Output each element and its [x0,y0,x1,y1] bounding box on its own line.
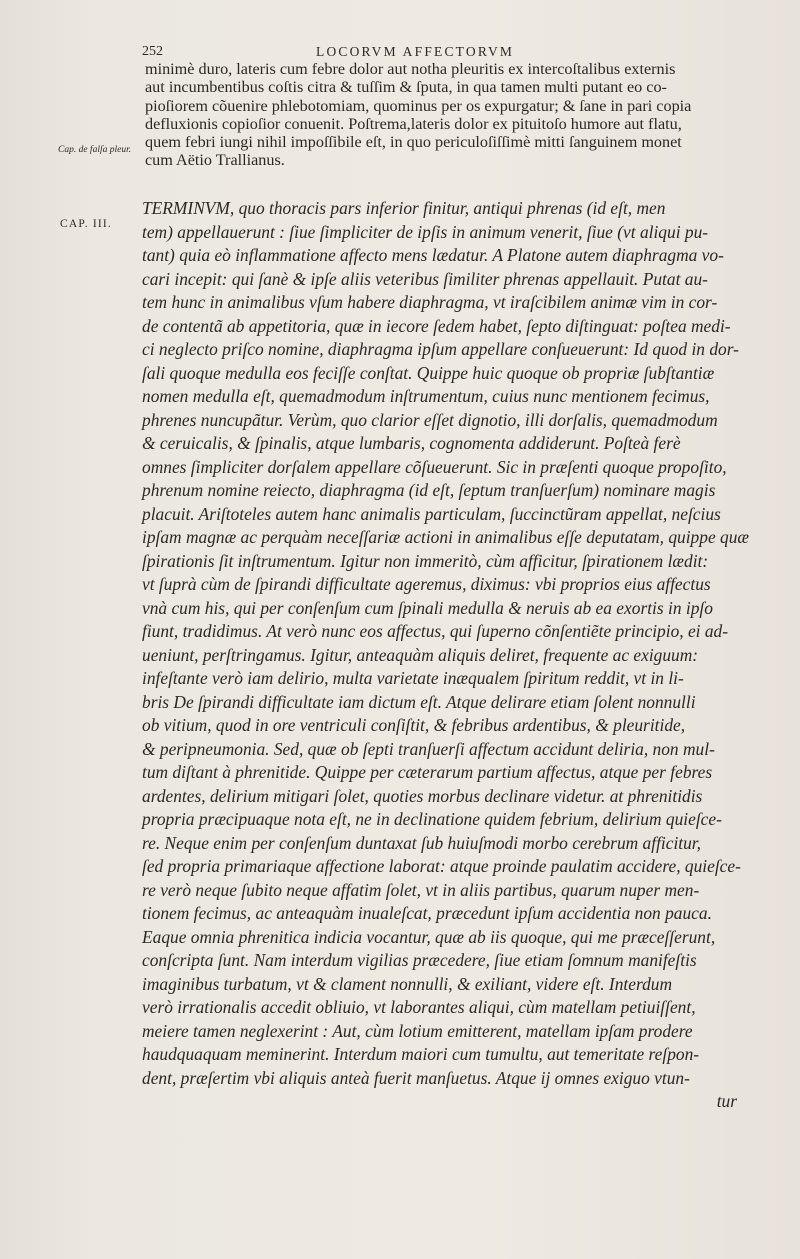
text-line: cum Aëtio Trallianus. [145,151,285,170]
text-line: propria præcipuaque nota eſt, ne in declinatione quidem febrium, delirium quieſce- [142,809,722,829]
text-line: phrenes nuncupãtur. Verùm, quo clarior eſſet dignotio, illi dorſalis, quemadmodum [142,409,718,430]
text-line: & peripneumonia. Sed, quæ ob ſepti tranſuerſi affectum accidunt deliria, non mul- [142,738,715,759]
catchword: tur [716,1091,737,1111]
text-line: ipſam magnæ ac perquàm neceſſariæ actioni in animalibus eſſe deputatam, quippe quæ [142,527,749,547]
text-line: bris De ſpirandi difficultate iam dictum eſt. Atque delirare etiam ſolent nonnulli [142,691,696,712]
text-line: ueniunt, perſtringamus. Igitur, anteaquàm aliquis deliret, frequente ac exiguum: [142,644,699,665]
text-line: tant) quia eò inflammatione affecto mens lædatur. A Platone autem diaphragma vo- [142,245,724,265]
text-line: placuit. Ariſtoteles autem hanc animalis particulam, ſuccinctũram appellat, neſcius [142,503,721,524]
running-head: LOCORVM AFFECTORVM [316,44,515,59]
chapter-body [142,197,792,1114]
text-line: minimè duro, lateris cum febre dolor aut notha pleuritis ex intercoſtalibus externis [145,60,676,78]
text-line: fiunt, tradidimus. At verò nunc eos affectus, qui ſuperno cõnſentiẽte principio, ei ad- [142,621,729,641]
text-line: dent, præſertim vbi aliquis anteà fuerit manſuetus. Atque ij omnes exiguo vtun- [142,1067,690,1088]
text-line: Eaque omnia phrenitica indicia vocantur, quæ ab iis quoque, qui me præceſſerunt, [142,926,716,947]
text-line: ſali quoque medulla eos feciſſe conſtat. Quippe huic quoque ob propriæ ſubſtantiæ [142,362,715,383]
text-line: ſpirationis ſit inſtrumentum. Igitur non immeritò, cùm afficitur, ſpirationem lædit: [142,550,709,571]
text-line: ſed propria primariaque affectione laborat: atque proinde paulatim accidere, quieſce- [142,856,741,876]
text-line: & ceruicalis, & ſpinalis, atque lumbaris, cognomenta addiderunt. Poſteà ferè [142,433,681,453]
chapter-label: CAP. III. [60,218,113,230]
text-line: imaginibus turbatum, vt & clament nonnulli, & exiliant, videre eſt. Interdum [142,973,673,994]
text-line: meiere tamen neglexerint : Aut, cùm lotium emitterent, matellam ipſam prodere [142,1020,693,1041]
text-line: quem febri iungi nihil impoſſibile eſt, in quo periculoſiſſimè mitti ſanguinem monet [145,133,682,152]
text-line: aut incumbentibus coſtis citra & tuſſim & ſputa, in qua tamen multi putant eo co- [145,78,667,97]
text-line: tem hunc in animalibus vſum habere diaphragma, vt iraſcibilem animæ vim in cor- [142,292,718,312]
text-line: re. Neque enim per conſenſum duntaxat ſub huiuſmodi morbo cerebrum afficitur, [142,832,701,853]
text-line: phrenum nomine reiecto, diaphragma (id eſt, ſeptum tranſuerſum) nominare magis [142,480,716,500]
text-line: re verò neque ſubito neque affatim ſolet, vt in aliis partibus, quarum nuper men- [142,879,700,900]
text-line: defluxionis copioſior conuenit. Poſtrema,lateris dolor ex pituitoſo humore aut flatu, [145,114,682,133]
text-line: tionem fecimus, ac anteaquàm inualeſcat, præcedunt ipſum accidentia non pauca. [142,903,712,923]
text-line: ci neglecto priſco nomine, diaphragma ipſum appellare conſueuerunt: Id quod in dor- [142,339,739,359]
text-line: nomen medulla eſt, quemadmodum inſtrumentum, cuius nunc mentionem fecimus, [142,386,710,406]
intro-paragraph [145,60,790,170]
text-line: infeſtante verò iam delirio, multa varietate inæqualem ſpiritum reddit, vt in li- [142,668,684,688]
text-line: omnes ſimpliciter dorſalem appellare cõſueuerunt. Sic in præſenti quoque propoſito, [142,456,727,477]
text-line: ardentes, delirium mitigari ſolet, quoties morbus declinare videtur. at phrenitidis [142,785,703,806]
text-line: vnà cum his, qui per conſenſum cum ſpinali medulla & neruis ab ea exortis in ipſo [142,597,713,618]
margin-note: Cap. de falſa pleur. [58,145,132,155]
text-line: haudquaquam meminerint. Interdum maiori cum tumultu, aut temeritate reſpon- [142,1044,700,1064]
text-line: tem) appellauerunt : ſiue ſimpliciter de ipſis in animum venerit, ſiue (vt aliqui pu- [142,221,709,242]
text-line: TERMINVM, quo thoracis pars inferior finitur, antiqui phrenas (id eſt, men [142,198,666,218]
text-line: cari incepit: qui ſanè & ipſe aliis veteribus ſimiliter phrenas appellauit. Putat au- [142,268,708,289]
text-line: tum diſtant à phrenitide. Quippe per cæterarum partium affectus, atque per febres [142,762,713,782]
text-line: ob vitium, quod in ore ventriculi conſiſtit, & febribus ardentibus, & pleuritide, [142,715,686,735]
text-line: vt ſuprà cùm de ſpirandi difficultate ageremus, diximus: vbi proprios eius affectus [142,574,711,594]
text-line: pioſiorem cõuenire phlebotomiam, quominus per os expurgatur; & ſane in pari copia [145,96,692,115]
page-number: 252 [142,44,163,59]
text-line: conſcripta ſunt. Nam interdum vigilias præcedere, ſiue etiam ſomnum manifeſtis [142,950,697,970]
text-line: verò irrationalis accedit obliuio, vt laborantes aliqui, cùm matellam petiuiſſent, [142,997,696,1017]
text-line: de contentã ab appetitoria, quæ in iecore ſedem habet, ſepto diſtinguat: poſtea medi- [142,315,731,336]
